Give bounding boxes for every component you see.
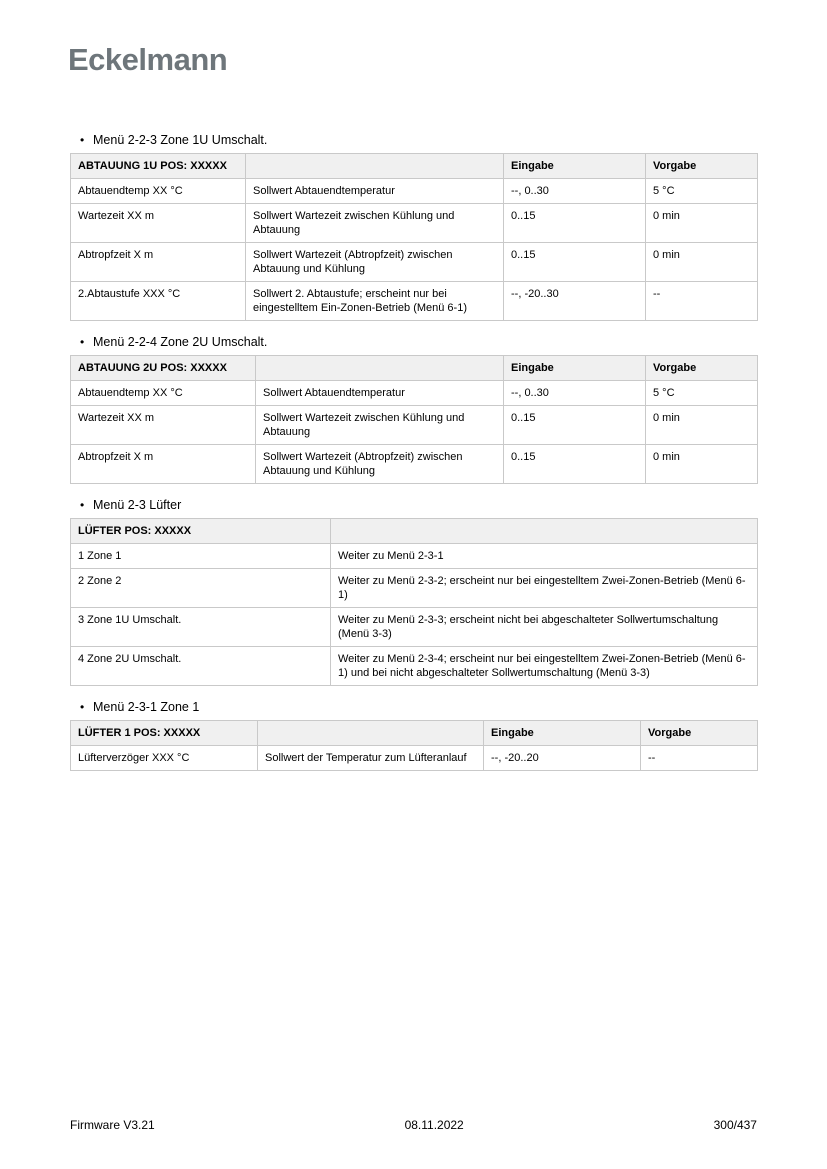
menu-table — [70, 518, 758, 686]
menu-section — [70, 333, 757, 484]
table-row — [71, 746, 758, 771]
footer-firmware-version: Firmware V3.21 — [70, 1118, 155, 1132]
table-cell: 0 min — [646, 243, 758, 282]
table-cell: Abtauendtemp XX °C — [71, 381, 256, 406]
table-cell: --, -20..20 — [484, 746, 641, 771]
table-header-row — [71, 519, 758, 544]
table-cell: Wartezeit XX m — [71, 204, 246, 243]
table-cell: 0 min — [646, 406, 758, 445]
table-cell: Weiter zu Menü 2-3-4; erscheint nur bei eingestelltem Zwei-Zonen-Betrieb (Menü 6-1) und bei nicht abgeschalteter Sollwertumschaltung (Menü 3-3) — [331, 647, 758, 686]
table-cell: --, -20..30 — [504, 282, 646, 321]
table-header-cell — [258, 721, 484, 746]
table-row — [71, 569, 758, 608]
table-cell: 3 Zone 1U Umschalt. — [71, 608, 331, 647]
table-cell: 0..15 — [504, 243, 646, 282]
table-header-cell: Eingabe — [504, 356, 646, 381]
table-cell: 0 min — [646, 204, 758, 243]
table-cell: Sollwert Wartezeit (Abtropfzeit) zwischen Abtauung und Kühlung — [246, 243, 504, 282]
table-cell: Abtropfzeit X m — [71, 243, 246, 282]
table-header-cell: LÜFTER POS: XXXXX — [71, 519, 331, 544]
eckelmann-logo: Eckelmann — [68, 42, 228, 77]
table-cell: 5 °C — [646, 381, 758, 406]
table-cell: Sollwert Abtauendtemperatur — [246, 179, 504, 204]
table-header-cell — [256, 356, 504, 381]
menu-table — [70, 720, 758, 771]
table-cell: -- — [646, 282, 758, 321]
table-cell: 2 Zone 2 — [71, 569, 331, 608]
table-header-cell — [331, 519, 758, 544]
table-cell: 1 Zone 1 — [71, 544, 331, 569]
menu-table — [70, 355, 758, 484]
content-area — [70, 131, 757, 783]
table-header-cell: Eingabe — [504, 154, 646, 179]
table-cell: Sollwert 2. Abtaustufe; erscheint nur bei eingestelltem Ein-Zonen-Betrieb (Menü 6-1) — [246, 282, 504, 321]
menu-section — [70, 131, 757, 321]
menu-section — [70, 698, 757, 771]
table-cell: Sollwert Wartezeit (Abtropfzeit) zwischen Abtauung und Kühlung — [256, 445, 504, 484]
section-title: Menü 2-2-4 Zone 2U Umschalt. — [93, 335, 268, 349]
table-row — [71, 282, 758, 321]
table-header-cell: Vorgabe — [646, 356, 758, 381]
bullet-icon: • — [80, 133, 85, 147]
table-cell: Wartezeit XX m — [71, 406, 256, 445]
table-header-row — [71, 721, 758, 746]
table-cell: Abtauendtemp XX °C — [71, 179, 246, 204]
table-row — [71, 381, 758, 406]
table-cell: Weiter zu Menü 2-3-1 — [331, 544, 758, 569]
table-header-cell: Vorgabe — [646, 154, 758, 179]
table-header-row — [71, 154, 758, 179]
menu-table — [70, 153, 758, 321]
table-header-cell — [246, 154, 504, 179]
table-cell: 0..15 — [504, 406, 646, 445]
table-cell: 4 Zone 2U Umschalt. — [71, 647, 331, 686]
bullet-icon: • — [80, 700, 85, 714]
section-title: Menü 2-3 Lüfter — [93, 498, 182, 512]
section-bullet-line — [80, 131, 757, 149]
table-header-cell: LÜFTER 1 POS: XXXXX — [71, 721, 258, 746]
footer-page-number: 300/437 — [713, 1118, 757, 1132]
table-row — [71, 179, 758, 204]
section-title: Menü 2-3-1 Zone 1 — [93, 700, 200, 714]
table-cell: Lüfterverzöger XXX °C — [71, 746, 258, 771]
table-cell: Sollwert Abtauendtemperatur — [256, 381, 504, 406]
table-cell: Weiter zu Menü 2-3-2; erscheint nur bei eingestelltem Zwei-Zonen-Betrieb (Menü 6-1) — [331, 569, 758, 608]
table-cell: Sollwert der Temperatur zum Lüfteranlauf — [258, 746, 484, 771]
menu-section — [70, 496, 757, 686]
table-cell: --, 0..30 — [504, 381, 646, 406]
section-title: Menü 2-2-3 Zone 1U Umschalt. — [93, 133, 268, 147]
table-cell: 2.Abtaustufe XXX °C — [71, 282, 246, 321]
table-row — [71, 406, 758, 445]
section-bullet-line — [80, 333, 757, 351]
bullet-icon: • — [80, 335, 85, 349]
section-bullet-line — [80, 496, 757, 514]
table-cell: 0 min — [646, 445, 758, 484]
table-row — [71, 243, 758, 282]
table-cell: 5 °C — [646, 179, 758, 204]
table-row — [71, 647, 758, 686]
table-header-cell: Eingabe — [484, 721, 641, 746]
table-header-cell: ABTAUUNG 1U POS: XXXXX — [71, 154, 246, 179]
table-cell: Sollwert Wartezeit zwischen Kühlung und Abtauung — [256, 406, 504, 445]
page-footer — [70, 1118, 757, 1133]
table-header-row — [71, 356, 758, 381]
table-row — [71, 544, 758, 569]
table-cell: Abtropfzeit X m — [71, 445, 256, 484]
table-row — [71, 204, 758, 243]
table-cell: 0..15 — [504, 445, 646, 484]
bullet-icon: • — [80, 498, 85, 512]
footer-date: 08.11.2022 — [404, 1118, 464, 1132]
table-cell: 0..15 — [504, 204, 646, 243]
table-cell: Sollwert Wartezeit zwischen Kühlung und Abtauung — [246, 204, 504, 243]
table-header-cell: ABTAUUNG 2U POS: XXXXX — [71, 356, 256, 381]
table-cell: --, 0..30 — [504, 179, 646, 204]
table-header-cell: Vorgabe — [641, 721, 758, 746]
table-cell: Weiter zu Menü 2-3-3; erscheint nicht bei abgeschalteter Sollwertumschaltung (Menü 3-3) — [331, 608, 758, 647]
table-row — [71, 608, 758, 647]
section-bullet-line — [80, 698, 757, 716]
table-row — [71, 445, 758, 484]
table-cell: -- — [641, 746, 758, 771]
